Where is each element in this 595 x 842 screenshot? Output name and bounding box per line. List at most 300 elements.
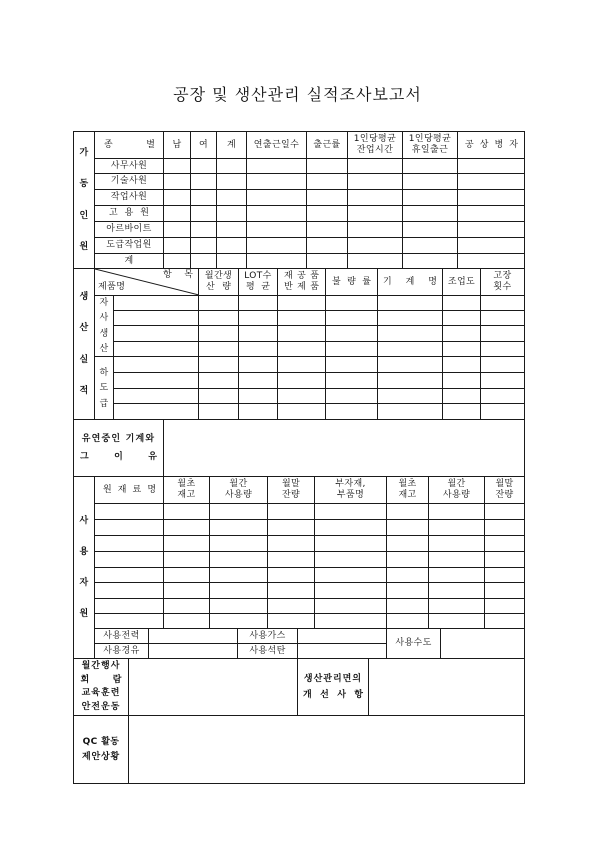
resources-row bbox=[74, 583, 525, 599]
resources-table bbox=[73, 476, 525, 659]
blank-cell bbox=[443, 311, 481, 326]
blank-cell bbox=[217, 254, 247, 269]
blank-cell bbox=[485, 583, 525, 599]
blank-cell bbox=[164, 568, 210, 583]
blank-cell bbox=[307, 159, 348, 174]
blank-cell bbox=[326, 357, 378, 373]
blank-cell bbox=[95, 568, 164, 583]
blank-cell bbox=[95, 552, 164, 568]
blank-cell bbox=[268, 599, 315, 614]
item-label: 항 목 bbox=[163, 270, 193, 280]
blank-cell bbox=[315, 583, 387, 599]
monthly-events-label-line: 안전운동 bbox=[81, 701, 121, 712]
production-side-label bbox=[74, 269, 95, 420]
blank-cell bbox=[268, 614, 315, 629]
blank-cell bbox=[191, 190, 217, 206]
blank-cell bbox=[443, 342, 481, 357]
improvements-label bbox=[298, 659, 369, 716]
blank-cell bbox=[278, 296, 326, 311]
header-overtime-line: 1인당평균 bbox=[353, 134, 397, 144]
blank-cell bbox=[210, 536, 268, 552]
blank-cell bbox=[326, 389, 378, 404]
production-row bbox=[74, 342, 525, 357]
blank-cell bbox=[191, 159, 217, 174]
blank-cell bbox=[485, 520, 525, 536]
header-lot-avg-line: 평 균 bbox=[246, 282, 270, 292]
side-label-char: 적 bbox=[79, 386, 89, 397]
blank-cell bbox=[278, 326, 326, 342]
header-total: 계 bbox=[217, 132, 247, 159]
blank-cell bbox=[378, 311, 443, 326]
resources-side-label bbox=[74, 477, 95, 659]
blank-cell bbox=[199, 404, 239, 420]
blank-cell bbox=[307, 222, 348, 238]
header-line: 잔량 bbox=[281, 490, 301, 500]
blank-cell bbox=[114, 342, 199, 357]
blank-cell bbox=[429, 520, 485, 536]
group-label-char: 자 bbox=[99, 297, 109, 308]
blank-cell bbox=[164, 159, 191, 174]
blank-cell bbox=[95, 520, 164, 536]
side-label-char: 원 bbox=[79, 242, 89, 253]
idle-machines-content bbox=[164, 420, 525, 477]
staffing-row-label: 기술사원 bbox=[95, 174, 164, 190]
header-parts-monthly-usage bbox=[429, 477, 485, 504]
coal-value bbox=[298, 644, 387, 659]
blank-cell bbox=[429, 583, 485, 599]
blank-cell bbox=[307, 190, 348, 206]
electricity-label: 사용전력 bbox=[95, 629, 149, 644]
resources-row bbox=[74, 520, 525, 536]
blank-cell bbox=[348, 254, 403, 269]
blank-cell bbox=[247, 222, 307, 238]
blank-cell bbox=[315, 536, 387, 552]
blank-cell bbox=[239, 342, 278, 357]
resources-row bbox=[74, 614, 525, 629]
idle-machines-table bbox=[73, 419, 525, 477]
blank-cell bbox=[443, 404, 481, 420]
side-label-char: 원 bbox=[79, 609, 89, 620]
blank-cell bbox=[481, 357, 525, 373]
blank-cell bbox=[191, 238, 217, 254]
group-label-char: 도 bbox=[99, 383, 109, 393]
blank-cell bbox=[278, 373, 326, 389]
blank-cell bbox=[387, 536, 429, 552]
qc-label bbox=[74, 716, 129, 784]
blank-cell bbox=[95, 504, 164, 520]
header-attendance-rate: 출근률 bbox=[307, 132, 348, 159]
header-line: 월초 bbox=[177, 479, 196, 489]
blank-cell bbox=[217, 206, 247, 222]
improvements-label-line: 생산관리면의 bbox=[303, 674, 363, 684]
resources-row bbox=[74, 599, 525, 614]
blank-cell bbox=[278, 389, 326, 404]
blank-cell bbox=[164, 174, 191, 190]
blank-cell bbox=[387, 568, 429, 583]
header-line: 잔량 bbox=[495, 490, 514, 500]
blank-cell bbox=[278, 357, 326, 373]
blank-cell bbox=[387, 614, 429, 629]
blank-cell bbox=[387, 552, 429, 568]
blank-cell bbox=[378, 389, 443, 404]
blank-cell bbox=[348, 206, 403, 222]
production-row bbox=[74, 311, 525, 326]
blank-cell bbox=[443, 389, 481, 404]
blank-cell bbox=[387, 520, 429, 536]
water-value bbox=[441, 629, 525, 659]
header-line: 부자재, bbox=[335, 479, 366, 489]
product-name-label: 제품명 bbox=[98, 282, 126, 292]
subcontract-group-label bbox=[95, 357, 114, 420]
blank-cell bbox=[217, 159, 247, 174]
blank-cell bbox=[378, 326, 443, 342]
blank-cell bbox=[239, 404, 278, 420]
blank-cell bbox=[95, 599, 164, 614]
qc-table bbox=[73, 715, 525, 784]
blank-cell bbox=[164, 583, 210, 599]
blank-cell bbox=[443, 373, 481, 389]
idle-machines-label bbox=[74, 420, 164, 477]
header-raw-monthly-usage bbox=[210, 477, 268, 504]
staffing-row bbox=[74, 190, 525, 206]
blank-cell bbox=[191, 206, 217, 222]
header-parts-opening-stock bbox=[387, 477, 429, 504]
item-product-header bbox=[95, 269, 199, 296]
blank-cell bbox=[210, 520, 268, 536]
blank-cell bbox=[403, 222, 458, 238]
side-label-char: 산 bbox=[79, 323, 89, 334]
blank-cell bbox=[199, 296, 239, 311]
blank-cell bbox=[239, 357, 278, 373]
blank-cell bbox=[378, 357, 443, 373]
blank-cell bbox=[315, 520, 387, 536]
blank-cell bbox=[315, 614, 387, 629]
blank-cell bbox=[315, 552, 387, 568]
blank-cell bbox=[326, 311, 378, 326]
header-monthly-output bbox=[199, 269, 239, 296]
blank-cell bbox=[268, 552, 315, 568]
staffing-row bbox=[74, 174, 525, 190]
staffing-row-label: 계 bbox=[95, 254, 164, 269]
production-row bbox=[74, 326, 525, 342]
blank-cell bbox=[485, 504, 525, 520]
staffing-table bbox=[73, 131, 525, 269]
header-wip-line: 재 공 품 bbox=[284, 271, 319, 281]
blank-cell bbox=[239, 389, 278, 404]
header-line: 사용량 bbox=[224, 490, 253, 500]
header-holiday-work-line: 휴일출근 bbox=[411, 145, 449, 155]
header-female: 여 bbox=[191, 132, 217, 159]
production-row bbox=[74, 357, 525, 373]
blank-cell bbox=[307, 254, 348, 269]
blank-cell bbox=[481, 342, 525, 357]
improvements-label-line: 개 선 사 항 bbox=[303, 690, 363, 700]
side-label-char: 자 bbox=[79, 578, 89, 589]
group-label-char: 사 bbox=[99, 313, 109, 324]
utilities-row bbox=[74, 629, 525, 644]
side-label-char: 용 bbox=[79, 546, 89, 557]
header-raw-opening-stock bbox=[164, 477, 210, 504]
blank-cell bbox=[199, 357, 239, 373]
header-line: 부품명 bbox=[336, 490, 365, 500]
blank-cell bbox=[247, 254, 307, 269]
production-table bbox=[73, 268, 525, 420]
blank-cell bbox=[387, 599, 429, 614]
header-machine-name-label: 기 계 명 bbox=[383, 276, 437, 287]
staffing-row-label-text: 고 용 원 bbox=[109, 208, 149, 218]
blank-cell bbox=[326, 373, 378, 389]
blank-cell bbox=[307, 174, 348, 190]
blank-cell bbox=[210, 504, 268, 520]
blank-cell bbox=[348, 222, 403, 238]
blank-cell bbox=[326, 404, 378, 420]
header-monthly-output-line: 산 량 bbox=[206, 282, 231, 292]
blank-cell bbox=[199, 373, 239, 389]
blank-cell bbox=[443, 357, 481, 373]
production-row bbox=[74, 373, 525, 389]
header-raw-closing-balance bbox=[268, 477, 315, 504]
staffing-row bbox=[74, 206, 525, 222]
blank-cell bbox=[326, 342, 378, 357]
blank-cell bbox=[164, 206, 191, 222]
blank-cell bbox=[191, 222, 217, 238]
blank-cell bbox=[199, 311, 239, 326]
staffing-side-label bbox=[74, 132, 95, 269]
blank-cell bbox=[485, 552, 525, 568]
header-raw-material-label: 원 재 료 명 bbox=[103, 484, 157, 495]
qc-label-line: 제안상황 bbox=[82, 751, 120, 762]
blank-cell bbox=[348, 238, 403, 254]
blank-cell bbox=[458, 174, 525, 190]
header-holiday-work-line: 1인당평균 bbox=[408, 134, 452, 144]
header-defect-rate bbox=[326, 269, 378, 296]
header-defect-rate-label: 불 량 률 bbox=[332, 276, 371, 287]
blank-cell bbox=[164, 552, 210, 568]
blank-cell bbox=[164, 222, 191, 238]
header-parts-name bbox=[315, 477, 387, 504]
blank-cell bbox=[485, 614, 525, 629]
blank-cell bbox=[114, 311, 199, 326]
header-line: 월간 bbox=[229, 479, 248, 489]
header-failures-line: 고장 bbox=[493, 271, 512, 281]
blank-cell bbox=[278, 404, 326, 420]
blank-cell bbox=[114, 389, 199, 404]
blank-cell bbox=[210, 599, 268, 614]
header-operation-rate: 조업도 bbox=[443, 269, 481, 296]
resources-row bbox=[74, 552, 525, 568]
qc-content bbox=[129, 716, 525, 784]
header-lot-avg bbox=[239, 269, 278, 296]
blank-cell bbox=[348, 190, 403, 206]
header-failures bbox=[481, 269, 525, 296]
blank-cell bbox=[378, 296, 443, 311]
blank-cell bbox=[315, 504, 387, 520]
blank-cell bbox=[239, 326, 278, 342]
blank-cell bbox=[239, 296, 278, 311]
blank-cell bbox=[458, 222, 525, 238]
blank-cell bbox=[326, 296, 378, 311]
resources-row bbox=[74, 536, 525, 552]
production-row bbox=[74, 404, 525, 420]
blank-cell bbox=[403, 159, 458, 174]
blank-cell bbox=[315, 568, 387, 583]
blank-cell bbox=[429, 536, 485, 552]
header-injured-sick-label: 공 상 병 자 bbox=[465, 139, 518, 150]
qc-label-line: QC 활동 bbox=[82, 736, 120, 747]
blank-cell bbox=[278, 311, 326, 326]
monthly-events-label-line: 교육훈련 bbox=[81, 688, 121, 698]
blank-cell bbox=[164, 504, 210, 520]
blank-cell bbox=[403, 238, 458, 254]
blank-cell bbox=[95, 614, 164, 629]
blank-cell bbox=[247, 206, 307, 222]
blank-cell bbox=[164, 599, 210, 614]
blank-cell bbox=[378, 404, 443, 420]
blank-cell bbox=[247, 174, 307, 190]
in-house-group-label bbox=[95, 296, 114, 357]
blank-cell bbox=[217, 238, 247, 254]
header-line: 재고 bbox=[177, 490, 196, 500]
header-line: 재고 bbox=[398, 490, 417, 500]
header-category bbox=[95, 132, 164, 159]
blank-cell bbox=[95, 536, 164, 552]
header-line: 월말 bbox=[281, 479, 301, 489]
side-label-char: 실 bbox=[79, 354, 89, 365]
idle-machines-label-line: 그 이 유 bbox=[80, 452, 157, 462]
blank-cell bbox=[481, 296, 525, 311]
side-label-char: 가 bbox=[79, 147, 89, 158]
blank-cell bbox=[403, 174, 458, 190]
header-monthly-output-line: 월간생 bbox=[204, 271, 233, 281]
gas-label: 사용가스 bbox=[238, 629, 298, 644]
blank-cell bbox=[481, 389, 525, 404]
blank-cell bbox=[191, 174, 217, 190]
blank-cell bbox=[114, 404, 199, 420]
improvements-content bbox=[369, 659, 525, 716]
blank-cell bbox=[326, 326, 378, 342]
blank-cell bbox=[348, 159, 403, 174]
blank-cell bbox=[429, 568, 485, 583]
blank-cell bbox=[191, 254, 217, 269]
blank-cell bbox=[199, 389, 239, 404]
blank-cell bbox=[481, 311, 525, 326]
blank-cell bbox=[217, 222, 247, 238]
blank-cell bbox=[481, 404, 525, 420]
monthly-events-label-line: 월간행사 bbox=[81, 661, 121, 671]
blank-cell bbox=[247, 190, 307, 206]
staffing-row-label bbox=[95, 206, 164, 222]
blank-cell bbox=[429, 504, 485, 520]
header-line: 사용량 bbox=[442, 490, 471, 500]
header-male: 남 bbox=[164, 132, 191, 159]
blank-cell bbox=[458, 238, 525, 254]
coal-label: 사용석탄 bbox=[238, 644, 298, 659]
blank-cell bbox=[485, 599, 525, 614]
side-label-char: 생 bbox=[79, 291, 89, 302]
blank-cell bbox=[247, 159, 307, 174]
blank-cell bbox=[210, 614, 268, 629]
monthly-events-content bbox=[129, 659, 298, 716]
blank-cell bbox=[458, 254, 525, 269]
water-label: 사용수도 bbox=[387, 629, 441, 659]
blank-cell bbox=[114, 357, 199, 373]
blank-cell bbox=[268, 568, 315, 583]
blank-cell bbox=[164, 238, 191, 254]
header-parts-closing-balance bbox=[485, 477, 525, 504]
blank-cell bbox=[268, 583, 315, 599]
blank-cell bbox=[387, 504, 429, 520]
blank-cell bbox=[315, 599, 387, 614]
report-title: 공장 및 생산관리 실적조사보고서 bbox=[173, 85, 422, 104]
electricity-value bbox=[149, 629, 238, 644]
blank-cell bbox=[95, 583, 164, 599]
blank-cell bbox=[114, 326, 199, 342]
blank-cell bbox=[378, 373, 443, 389]
side-label-char: 인 bbox=[79, 210, 89, 221]
header-overtime-line: 잔업시간 bbox=[356, 145, 394, 155]
group-label-char: 생 bbox=[99, 328, 109, 339]
monthly-events-label bbox=[74, 659, 129, 716]
blank-cell bbox=[481, 326, 525, 342]
production-row bbox=[74, 296, 525, 311]
staffing-row-label: 사무사원 bbox=[95, 159, 164, 174]
header-annual-attendance-days: 연출근일수 bbox=[247, 132, 307, 159]
side-label-char: 사 bbox=[79, 515, 89, 526]
gas-value bbox=[298, 629, 387, 644]
blank-cell bbox=[458, 206, 525, 222]
blank-cell bbox=[210, 552, 268, 568]
staffing-row bbox=[74, 238, 525, 254]
blank-cell bbox=[164, 254, 191, 269]
blank-cell bbox=[429, 552, 485, 568]
blank-cell bbox=[485, 536, 525, 552]
header-line: 월간 bbox=[447, 479, 466, 489]
header-machine-name bbox=[378, 269, 443, 296]
blank-cell bbox=[348, 174, 403, 190]
diesel-label: 사용경유 bbox=[95, 644, 149, 659]
header-category-label: 종 별 bbox=[104, 139, 155, 150]
header-overtime bbox=[348, 132, 403, 159]
blank-cell bbox=[278, 342, 326, 357]
production-row bbox=[74, 389, 525, 404]
diesel-value bbox=[149, 644, 238, 659]
blank-cell bbox=[481, 373, 525, 389]
blank-cell bbox=[403, 254, 458, 269]
staffing-row-label: 아르바이트 bbox=[95, 222, 164, 238]
blank-cell bbox=[210, 583, 268, 599]
blank-cell bbox=[268, 504, 315, 520]
blank-cell bbox=[247, 238, 307, 254]
blank-cell bbox=[378, 342, 443, 357]
idle-machines-label-line: 유연중인 기계와 bbox=[81, 434, 156, 444]
blank-cell bbox=[217, 190, 247, 206]
staffing-row bbox=[74, 254, 525, 269]
blank-cell bbox=[239, 311, 278, 326]
monthly-events-label-line: 회 람 bbox=[80, 674, 122, 685]
header-injured-sick bbox=[458, 132, 525, 159]
blank-cell bbox=[387, 583, 429, 599]
group-label-char: 산 bbox=[99, 344, 109, 355]
resources-row bbox=[74, 568, 525, 583]
staffing-row-label: 작업사원 bbox=[95, 190, 164, 206]
blank-cell bbox=[458, 190, 525, 206]
group-label-char: 하 bbox=[99, 367, 109, 378]
staffing-row bbox=[74, 159, 525, 174]
blank-cell bbox=[217, 174, 247, 190]
blank-cell bbox=[403, 206, 458, 222]
blank-cell bbox=[210, 568, 268, 583]
header-holiday-work bbox=[403, 132, 458, 159]
